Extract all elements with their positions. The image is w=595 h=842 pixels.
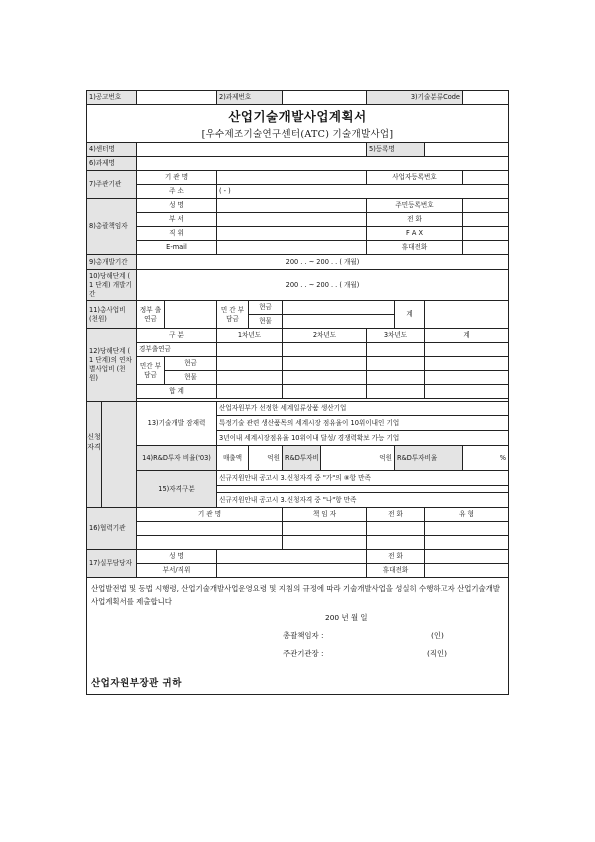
staff-name-label: 성 명 — [137, 550, 217, 564]
total-period-label: 9)총개발기간 — [87, 255, 137, 270]
private-kind-field[interactable] — [283, 315, 395, 329]
manager-email-field[interactable] — [217, 241, 367, 255]
q13-label: 13)기술개발 잠재력 — [137, 402, 217, 446]
annual-sum-y3[interactable] — [367, 385, 425, 399]
annual-kind-label: 현물 — [165, 371, 217, 385]
partner-col-head: 책 임 자 — [283, 508, 367, 522]
annual-col-total: 계 — [425, 329, 509, 343]
partner-row2-phone[interactable] — [367, 536, 425, 550]
form-table — [86, 90, 509, 695]
manager-phone-field[interactable] — [463, 213, 509, 227]
annual-cash-y3[interactable] — [367, 357, 425, 371]
annual-cash-label: 현금 — [165, 357, 217, 371]
manager-rrn-field[interactable] — [463, 199, 509, 213]
gov-fund-field[interactable] — [165, 301, 217, 329]
annual-budget-label: 12)당해단계 ( 1 단계)의 연차별사업비 (천원) — [87, 329, 137, 402]
qualification-label: 신청자격 — [87, 402, 102, 507]
annual-sum-y1[interactable] — [217, 385, 283, 399]
annual-sum-total[interactable] — [425, 385, 509, 399]
annual-gov-y2[interactable] — [283, 343, 367, 357]
q15-label: 15)자격구분 — [137, 471, 217, 508]
partner-col-name: 기 관 명 — [137, 508, 283, 522]
task-name-field[interactable] — [137, 157, 509, 171]
staff-mobile-label: 휴대전화 — [367, 564, 425, 578]
sign-manager-label: 총괄책임자 : — [283, 631, 324, 640]
form-title: 산업기술개발사업계획서 — [87, 105, 509, 128]
private-kind-label: 현물 — [249, 315, 283, 329]
sales-unit[interactable]: 억원 — [249, 446, 283, 471]
sign-host-seal[interactable]: (직인) — [427, 649, 448, 658]
notice-number-field[interactable] — [137, 91, 217, 105]
tech-class-field[interactable] — [463, 91, 509, 105]
manager-mobile-field[interactable] — [463, 241, 509, 255]
q15-spacer — [217, 486, 509, 493]
qualification-block — [87, 402, 137, 508]
annual-cash-y1[interactable] — [217, 357, 283, 371]
budget-total-label: 계 — [395, 301, 425, 329]
host-name-field[interactable] — [217, 171, 367, 185]
stage-period-field[interactable]: 200 . . ~ 200 . . ( 개월) — [137, 270, 509, 301]
annual-cash-y2[interactable] — [283, 357, 367, 371]
q14-label: 14)R&D투자 비율('03) — [137, 446, 217, 471]
staff-label: 17)실무담당자 — [87, 550, 137, 578]
partner-col-type: 유 형 — [425, 508, 509, 522]
budget-total-field[interactable] — [425, 301, 509, 329]
center-name-label: 4)센터명 — [87, 143, 137, 157]
task-number-label: 2)과제번호 — [217, 91, 283, 105]
q15-item-1[interactable]: 신규지원안내 공고시 3.신청자격 중 "가"의 ⑧항 만족 — [217, 471, 509, 486]
annual-kind-y1[interactable] — [217, 371, 283, 385]
annual-kind-y2[interactable] — [283, 371, 367, 385]
q13-item-1[interactable]: 산업자원부가 선정한 세계일류상품 생산기업 — [217, 402, 509, 416]
annual-gov-y3[interactable] — [367, 343, 425, 357]
manager-fax-label: F A X — [367, 227, 463, 241]
staff-phone-field[interactable] — [425, 550, 509, 564]
sign-manager-seal[interactable]: (인) — [431, 631, 444, 640]
annual-col-year2: 2차년도 — [283, 329, 367, 343]
partner-row1-name[interactable] — [137, 522, 283, 536]
stage-period-label: 10)당해단계 ( 1 단계) 개발기간 — [87, 270, 137, 301]
partner-label: 16)협력기관 — [87, 508, 137, 550]
total-period-field[interactable]: 200 . . ~ 200 . . ( 개월) — [137, 255, 509, 270]
registration-name-label: 5)등록명 — [367, 143, 425, 157]
annual-gov-label: 경부출연금 — [137, 343, 217, 357]
annual-cash-total[interactable] — [425, 357, 509, 371]
manager-label: 8)총괄책임자 — [87, 199, 137, 255]
rd-cost-label: R&D투자비 — [283, 446, 321, 471]
annual-col-year1: 1차년도 — [217, 329, 283, 343]
partner-col-phone: 전 화 — [367, 508, 425, 522]
sales-label: 매출액 — [217, 446, 249, 471]
manager-dept-label: 부 서 — [137, 213, 217, 227]
manager-name-field[interactable] — [217, 199, 367, 213]
manager-position-field[interactable] — [217, 227, 367, 241]
partner-row1-type[interactable] — [425, 522, 509, 536]
total-budget-label: 11)총사업비 (천원) — [87, 301, 137, 329]
registration-name-field[interactable] — [425, 143, 509, 157]
manager-name-label: 성 명 — [137, 199, 217, 213]
staff-mobile-field[interactable] — [425, 564, 509, 578]
host-address-field[interactable]: ( - ) — [217, 185, 509, 199]
rd-ratio-unit[interactable]: % — [463, 446, 509, 471]
application-form — [86, 90, 508, 695]
notice-number-label: 1)공고번호 — [87, 91, 137, 105]
manager-mobile-label: 휴대전화 — [367, 241, 463, 255]
staff-name-field[interactable] — [217, 550, 367, 564]
annual-col-division: 구 분 — [137, 329, 217, 343]
manager-rrn-label: 주민등록번호 — [367, 199, 463, 213]
host-address-label: 주 소 — [137, 185, 217, 199]
sign-date[interactable]: 200 년 월 일 — [325, 613, 368, 622]
addressee: 산업자원부장관 귀하 — [87, 672, 509, 695]
center-name-field[interactable] — [137, 143, 367, 157]
partner-row1-phone[interactable] — [367, 522, 425, 536]
task-name-label: 6)과제명 — [87, 157, 137, 171]
private-cash-label: 현금 — [249, 301, 283, 315]
tech-class-label: 3)기술분류Code — [367, 91, 463, 105]
annual-private-label: 민간 부담금 — [137, 357, 165, 385]
declaration-text: 산업발전법 및 동법 시행령, 산업기술개발사업운영요령 및 지침의 규정에 따라 기술개발사업을 성실히 수행하고자 산업기술개발사업계획서를 제출합니다 — [87, 578, 509, 609]
business-number-field[interactable] — [463, 171, 509, 185]
private-cash-field[interactable] — [283, 301, 395, 315]
q13-item-3[interactable]: 3년이내 세계시장점유율 10위이내 달성/ 경쟁력확보 가능 기업 — [217, 431, 509, 446]
annual-gov-total[interactable] — [425, 343, 509, 357]
staff-phone-label: 전 화 — [367, 550, 425, 564]
partner-row2-name[interactable] — [137, 536, 283, 550]
annual-kind-y3[interactable] — [367, 371, 425, 385]
staff-dept-field[interactable] — [217, 564, 367, 578]
partner-row2-head[interactable] — [283, 536, 367, 550]
host-name-label: 기 관 명 — [137, 171, 217, 185]
rd-cost-unit[interactable]: 억원 — [321, 446, 395, 471]
task-number-field[interactable] — [283, 91, 367, 105]
q15-item-2[interactable]: 신규지원안내 공고시 3.신청자격 중 "나"항 만족 — [217, 493, 509, 508]
manager-position-label: 직 위 — [137, 227, 217, 241]
form-subtitle: [우수제조기술연구센터(ATC) 기술개발사업] — [87, 127, 509, 143]
rd-ratio-label: R&D투자비율 — [395, 446, 463, 471]
host-institution-label: 7)주관기관 — [87, 171, 137, 199]
annual-gov-y1[interactable] — [217, 343, 283, 357]
manager-dept-field[interactable] — [217, 213, 367, 227]
gov-fund-label: 정부 출연금 — [137, 301, 165, 329]
manager-phone-label: 전 화 — [367, 213, 463, 227]
business-number-label: 사업자등록번호 — [367, 171, 463, 185]
partner-row1-head[interactable] — [283, 522, 367, 536]
manager-email-label: E-mail — [137, 241, 217, 255]
annual-col-year3: 3차년도 — [367, 329, 425, 343]
partner-row2-type[interactable] — [425, 536, 509, 550]
sign-host-label: 주관기관장 : — [283, 649, 324, 658]
signature-block — [87, 608, 509, 672]
q13-item-2[interactable]: 특정기술 관련 생산품목의 세계시장 점유율이 10위이내인 기업 — [217, 416, 509, 431]
annual-kind-total[interactable] — [425, 371, 509, 385]
annual-sum-y2[interactable] — [283, 385, 367, 399]
private-fund-label: 민 간 부담금 — [217, 301, 249, 329]
staff-dept-label: 부서/직위 — [137, 564, 217, 578]
manager-fax-field[interactable] — [463, 227, 509, 241]
annual-sum-label: 합 계 — [137, 385, 217, 399]
